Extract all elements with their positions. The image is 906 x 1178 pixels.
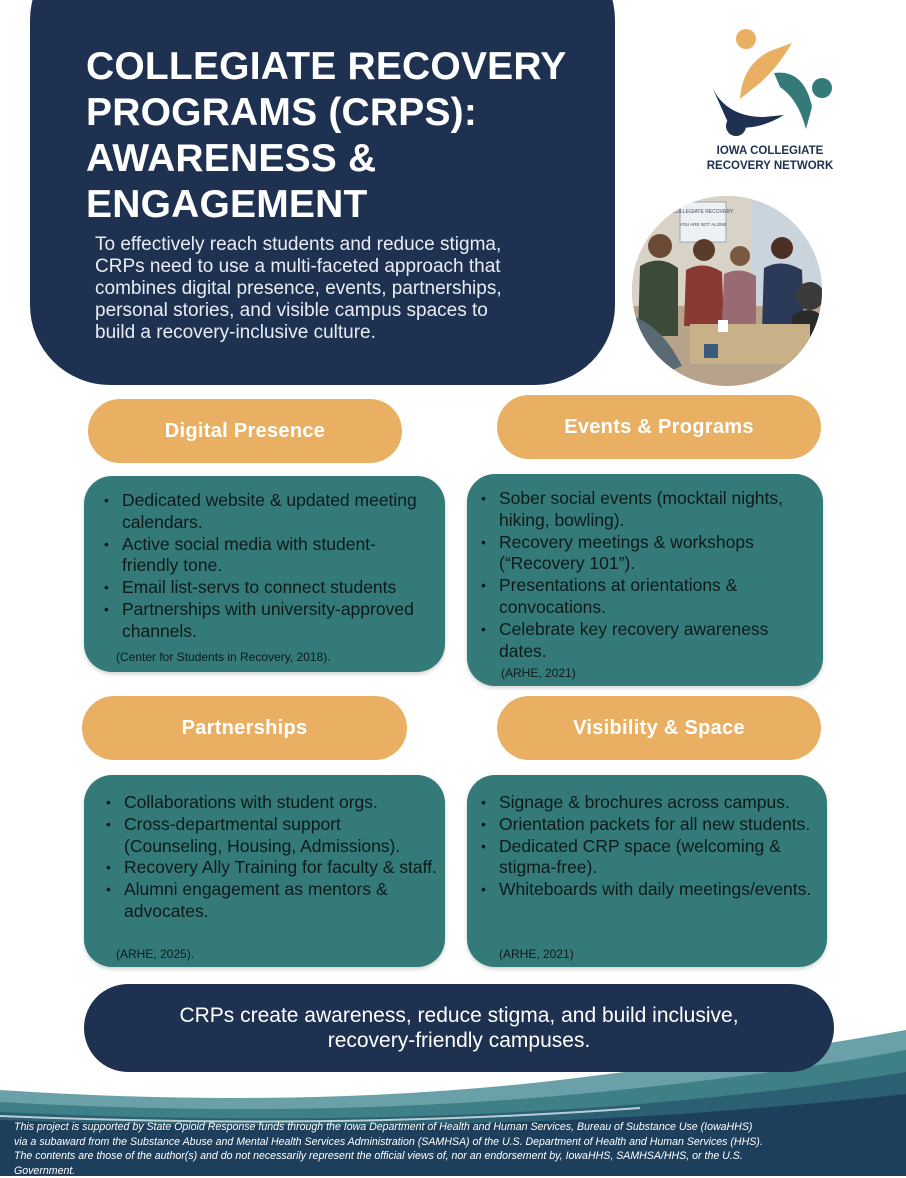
title-line: COLLEGIATE RECOVERY bbox=[86, 45, 567, 88]
citation: (ARHE, 2025). bbox=[116, 947, 195, 961]
citation: (Center for Students in Recovery, 2018). bbox=[116, 650, 331, 664]
disclaimer-line: The contents are those of the author(s) and do not necessarily represent the official views of, nor an endorsement by, IowaHHS, SAMHSA/HHS, or the U.S. bbox=[14, 1150, 743, 1163]
list-item: • Dedicated CRP space (welcoming & stigma-free). bbox=[477, 836, 821, 880]
photo-sign-text: YOU ARE NOT ALONE bbox=[679, 222, 727, 227]
partnerships-list bbox=[102, 792, 438, 923]
section-heading-label: Visibility & Space bbox=[573, 716, 745, 739]
list-item: • Cross-departmental support (Counseling, Housing, Admissions). bbox=[102, 814, 438, 858]
intro-paragraph bbox=[95, 234, 575, 344]
page-title bbox=[86, 44, 606, 228]
list-item: • Dedicated website & updated meeting calendars. bbox=[100, 490, 430, 534]
logo-wordmark bbox=[690, 144, 850, 174]
digital-presence-list bbox=[100, 490, 430, 643]
list-item: • Recovery Ally Training for faculty & staff. bbox=[102, 857, 438, 879]
logo-line: RECOVERY NETWORK bbox=[706, 160, 834, 172]
citation: (ARHE, 2021) bbox=[501, 666, 576, 680]
list-item: • Presentations at orientations & convocations. bbox=[477, 575, 817, 619]
list-item: • Celebrate key recovery awareness dates. bbox=[477, 619, 817, 663]
list-item: • Email list-servs to connect students bbox=[100, 577, 430, 599]
section-heading-label: Events & Programs bbox=[564, 415, 754, 438]
digital-presence-card bbox=[84, 476, 445, 672]
disclaimer-line: via a subaward from the Substance Abuse and Mental Health Services Administration (SAMHSA) of the U.S. Department of Health and Human Services (HHS). bbox=[14, 1135, 763, 1148]
events-programs-card bbox=[467, 474, 823, 686]
funding-disclaimer bbox=[14, 1120, 900, 1178]
section-heading-partnerships bbox=[82, 696, 407, 760]
students-group-photo bbox=[632, 196, 822, 386]
title-line: AWARENESS & bbox=[86, 137, 377, 180]
conclusion-line: CRPs create awareness, reduce stigma, and build inclusive, bbox=[179, 1004, 739, 1027]
title-line: ENGAGEMENT bbox=[86, 183, 368, 226]
list-item: • Alumni engagement as mentors & advocates. bbox=[102, 879, 438, 923]
conclusion-banner bbox=[84, 984, 834, 1072]
intro-line: build a recovery-inclusive culture. bbox=[95, 322, 376, 343]
intro-line: combines digital presence, events, partnerships, bbox=[95, 278, 502, 299]
disclaimer-line: Government. bbox=[14, 1164, 76, 1177]
list-item: • Collaborations with student orgs. bbox=[102, 792, 438, 814]
partnerships-card bbox=[84, 775, 445, 967]
intro-line: CRPs need to use a multi-faceted approach that bbox=[95, 256, 501, 277]
section-heading-visibility-space bbox=[497, 696, 821, 760]
list-item: • Recovery meetings & workshops (“Recovery 101”). bbox=[477, 532, 817, 576]
list-item: • Sober social events (mocktail nights, hiking, bowling). bbox=[477, 488, 817, 532]
list-item: • Partnerships with university-approved channels. bbox=[100, 599, 430, 643]
list-item: • Signage & brochures across campus. bbox=[477, 792, 821, 814]
intro-line: To effectively reach students and reduce stigma, bbox=[95, 234, 502, 255]
list-item: • Active social media with student-friendly tone. bbox=[100, 534, 430, 578]
section-heading-digital-presence bbox=[88, 399, 402, 463]
section-heading-label: Digital Presence bbox=[164, 419, 326, 442]
photo-sign-text: COLLEGIATE RECOVERY bbox=[672, 209, 734, 215]
title-line: PROGRAMS (CRPS): bbox=[86, 91, 478, 134]
intro-line: personal stories, and visible campus spaces to bbox=[95, 300, 488, 321]
events-programs-list bbox=[477, 488, 817, 662]
visibility-space-list bbox=[477, 792, 821, 901]
section-heading-label: Partnerships bbox=[181, 716, 308, 739]
list-item: • Orientation packets for all new students. bbox=[477, 814, 821, 836]
section-heading-events-programs bbox=[497, 395, 821, 459]
visibility-space-card bbox=[467, 775, 827, 967]
conclusion-line: recovery-friendly campuses. bbox=[327, 1029, 591, 1052]
disclaimer-line: This project is supported by State Opioid Response funds through the Iowa Department of Health and Human Services, Bureau of Substance Use (IowaHHS) bbox=[14, 1121, 753, 1133]
list-item: • Whiteboards with daily meetings/events. bbox=[477, 879, 821, 901]
citation: (ARHE, 2021) bbox=[499, 947, 574, 961]
logo-line: IOWA COLLEGIATE bbox=[716, 145, 824, 157]
